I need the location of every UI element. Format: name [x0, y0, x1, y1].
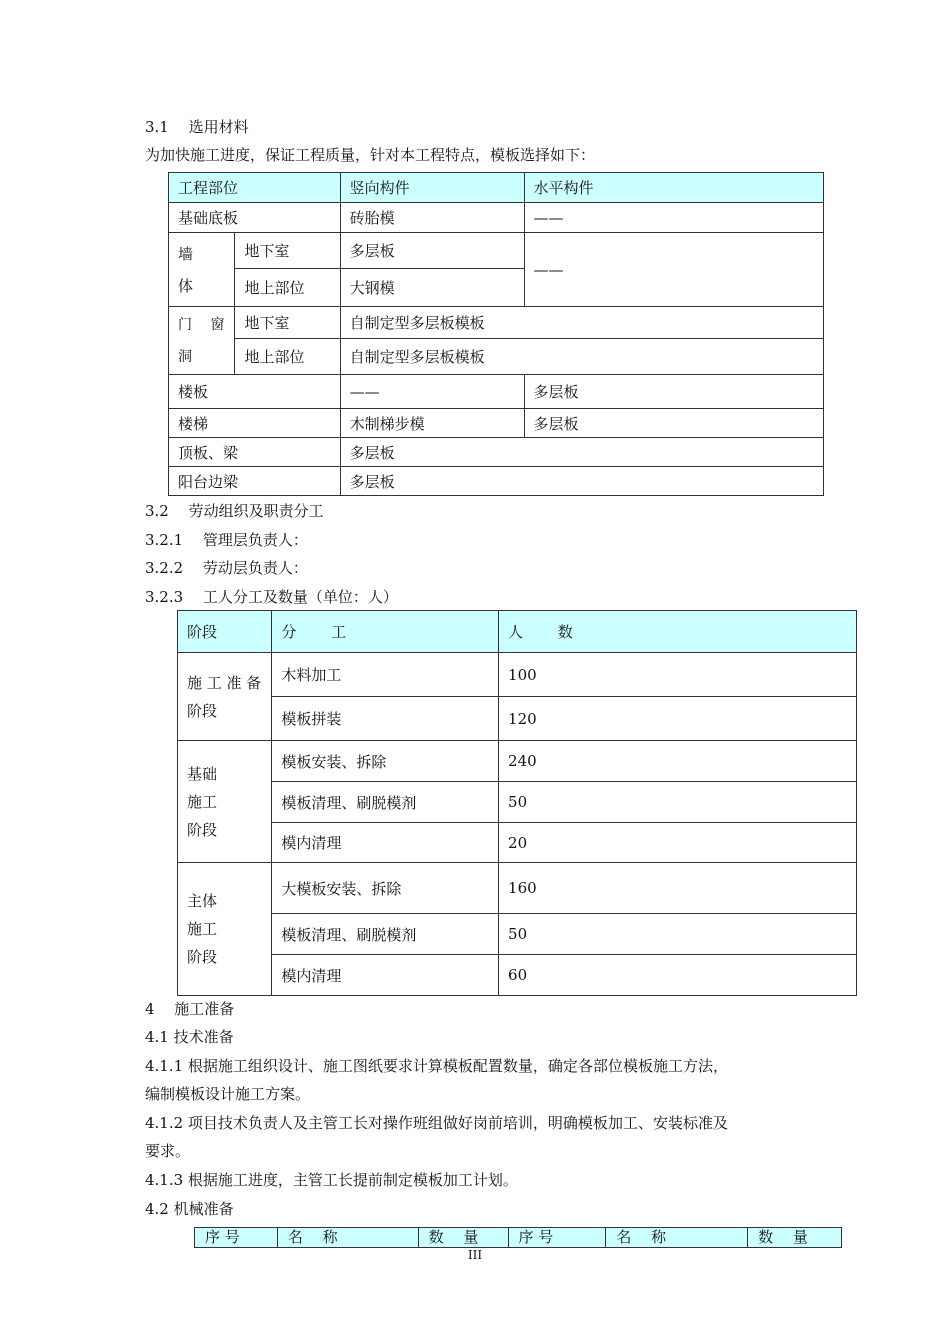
header-cell: 名 称 — [277, 1228, 418, 1248]
value-cell: 自制定型多层板模板 — [340, 307, 823, 339]
table-row — [178, 741, 857, 782]
part-cell: 楼板 — [169, 375, 341, 409]
table-header-row — [178, 611, 857, 653]
stage-label: 施工 — [187, 792, 218, 811]
count-cell: 120 — [499, 697, 857, 741]
task-cell: 大模板安装、拆除 — [272, 863, 499, 914]
task-cell: 模板清理、刷脱模剂 — [272, 782, 499, 823]
group-label: 门 窗 — [178, 316, 225, 333]
stage-label: 施 工 准 备 — [187, 673, 262, 692]
count-cell: 50 — [499, 914, 857, 955]
table-row — [169, 375, 824, 409]
header-cell: 序 号 — [508, 1228, 606, 1248]
part-cell: 阳台边梁 — [169, 467, 341, 496]
group-label: 洞 — [178, 348, 192, 365]
table-row — [169, 339, 824, 375]
value-cell: 多层板 — [340, 467, 823, 496]
table-row — [178, 653, 857, 697]
task-cell: 模内清理 — [272, 955, 499, 996]
header-cell: 水平构件 — [524, 173, 823, 203]
group-label: 墙 — [178, 244, 194, 263]
paragraph-4-1-3: 4.1.3 根据施工进度，主管工长提前制定模板加工计划。 — [145, 1171, 518, 1189]
stage-label: 主体 — [187, 892, 218, 910]
paragraph-4-1-1-line1: 4.1.1 根据施工组织设计、施工图纸要求计算模板配置数量，确定各部位模板施工方法， — [145, 1057, 728, 1075]
group-cell-openings — [169, 307, 235, 375]
count-cell: 160 — [499, 863, 857, 914]
horizontal-cell: 多层板 — [524, 409, 823, 438]
sub-part-cell: 地下室 — [235, 233, 340, 269]
header-cell: 竖向构件 — [340, 173, 524, 203]
task-cell: 木料加工 — [272, 653, 499, 697]
part-cell: 基础底板 — [169, 203, 341, 233]
task-cell: 模板拼装 — [272, 697, 499, 741]
header-cell: 数 量 — [748, 1228, 842, 1248]
count-cell: 100 — [499, 653, 857, 697]
sub-part-cell: 地下室 — [235, 307, 340, 339]
header-cell: 数 量 — [418, 1228, 508, 1248]
stage-cell — [178, 653, 272, 741]
table-header-row — [195, 1228, 842, 1248]
stage-label: 阶段 — [187, 820, 218, 839]
table-row — [178, 955, 857, 996]
heading-4-2: 4.2 机械准备 — [145, 1200, 234, 1218]
header-cell: 人 数 — [499, 611, 857, 653]
table-row — [178, 914, 857, 955]
intro-paragraph: 为加快施工进度，保证工程质量，针对本工程特点，模板选择如下： — [145, 146, 596, 164]
horizontal-cell: 多层板 — [524, 375, 823, 409]
stage-cell — [178, 741, 272, 863]
task-cell: 模板安装、拆除 — [272, 741, 499, 782]
table-row — [169, 233, 824, 269]
horizontal-cell: —— — [524, 233, 823, 307]
stage-label: 阶段 — [187, 701, 218, 720]
task-cell: 模板清理、刷脱模剂 — [272, 914, 499, 955]
table-row — [178, 863, 857, 914]
paragraph-4-1-1-line2: 编制模板设计施工方案。 — [145, 1085, 311, 1103]
labor-table — [177, 610, 857, 996]
table-row — [169, 467, 824, 496]
heading-3-2-2: 3.2.2 劳动层负责人： — [145, 559, 308, 577]
table-header-row — [169, 173, 824, 203]
value-cell: 多层板 — [340, 438, 823, 467]
count-cell: 60 — [499, 955, 857, 996]
sub-part-cell: 地上部位 — [235, 269, 340, 307]
vertical-cell: 木制梯步模 — [340, 409, 524, 438]
heading-3-2-1: 3.2.1 管理层负责人： — [145, 531, 308, 549]
vertical-cell: 砖胎模 — [340, 203, 524, 233]
header-cell: 分 工 — [272, 611, 499, 653]
heading-3-1: 3.1 选用材料 — [145, 118, 249, 136]
paragraph-4-1-2-line2: 要求。 — [145, 1142, 191, 1160]
table-row — [178, 782, 857, 823]
stage-label: 基础 — [187, 764, 218, 783]
table-row — [169, 203, 824, 233]
table-row — [178, 697, 857, 741]
machinery-table — [194, 1227, 842, 1248]
count-cell: 240 — [499, 741, 857, 782]
page-number: III — [467, 1248, 483, 1262]
formwork-selection-table — [168, 172, 824, 496]
vertical-cell: 多层板 — [340, 233, 524, 269]
count-cell: 20 — [499, 823, 857, 863]
horizontal-cell: —— — [524, 203, 823, 233]
sub-part-cell: 地上部位 — [235, 339, 340, 375]
vertical-cell: —— — [340, 375, 524, 409]
table-row — [169, 438, 824, 467]
table-row — [178, 823, 857, 863]
group-label: 体 — [178, 276, 194, 295]
header-cell: 阶段 — [178, 611, 272, 653]
stage-label: 阶段 — [187, 948, 218, 966]
header-cell: 名 称 — [606, 1228, 748, 1248]
part-cell: 楼梯 — [169, 409, 341, 438]
table-row — [169, 409, 824, 438]
stage-cell — [178, 863, 272, 996]
value-cell: 自制定型多层板模板 — [340, 339, 823, 375]
heading-4-1: 4.1 技术准备 — [145, 1028, 234, 1046]
header-cell: 序 号 — [195, 1228, 278, 1248]
stage-label: 施工 — [187, 920, 218, 938]
vertical-cell: 大钢模 — [340, 269, 524, 307]
group-cell-wall — [169, 233, 235, 307]
task-cell: 模内清理 — [272, 823, 499, 863]
part-cell: 顶板、梁 — [169, 438, 341, 467]
paragraph-4-1-2-line1: 4.1.2 项目技术负责人及主管工长对操作班组做好岗前培训，明确模板加工、安装标准及 — [145, 1114, 728, 1132]
count-cell: 50 — [499, 782, 857, 823]
table-row — [169, 307, 824, 339]
heading-3-2: 3.2 劳动组织及职责分工 — [145, 502, 324, 520]
heading-4: 4 施工准备 — [145, 1000, 235, 1018]
header-cell: 工程部位 — [169, 173, 341, 203]
heading-3-2-3: 3.2.3 工人分工及数量（单位：人） — [145, 588, 398, 606]
